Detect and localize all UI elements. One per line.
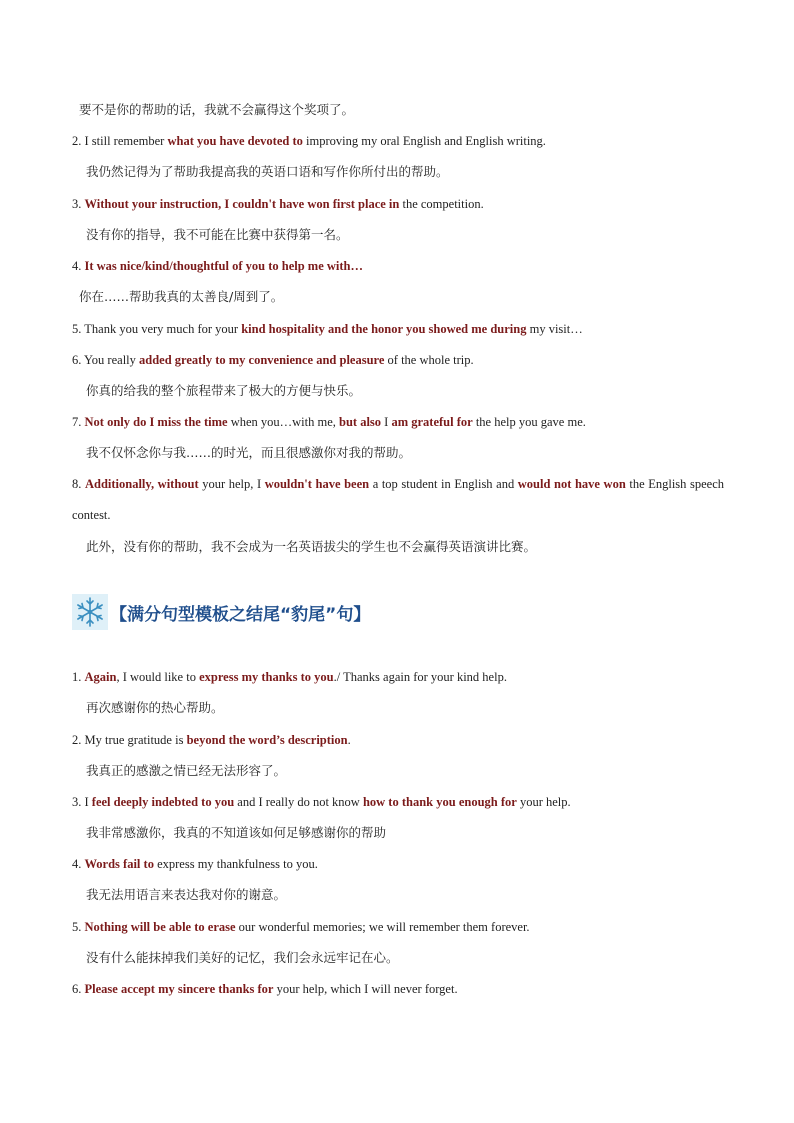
item-number: 2. [72,134,82,148]
item-number: 1. [72,670,82,684]
translation-2-4: 我无法用语言来表达我对你的谢意。 [86,887,287,902]
section-heading [72,592,370,632]
key-phrase: Not only do I miss the time [84,415,228,429]
sentence-text: a top student in English and [369,477,518,491]
key-phrase: but also [339,415,382,429]
item-number: 2. [72,733,82,747]
sentence-1-2 [72,133,724,149]
key-phrase: Additionally, without [84,477,199,491]
sentence-text: Thank you very much for your [81,322,242,336]
sentence-text: the competition. [399,197,484,211]
key-phrase: Nothing will be able to erase [84,920,236,934]
key-phrase: Again [84,670,117,684]
sentence-text: My true gratitude is [81,733,187,747]
translation-2-1: 再次感谢你的热心帮助。 [86,700,224,715]
sentence-text: express my thankfulness to you. [153,857,318,871]
sentence-1-3 [72,196,724,212]
sentence-text: your help, which I will never forget. [273,982,458,996]
key-phrase: express my thanks to you [199,670,334,684]
key-phrase: Please accept my sincere thanks for [84,982,274,996]
translation-1-6: 你真的给我的整个旅程带来了极大的方便与快乐。 [86,383,362,398]
item-number: 5. [72,920,82,934]
translation-2-3: 我非常感激你，我真的不知道该如何足够感谢你的帮助 [86,825,387,840]
sentence-2-3 [72,794,724,810]
translation-2-5: 没有什么能抹掉我们美好的记忆，我们会永远牢记在心。 [86,950,399,965]
item-number: 6. [72,982,82,996]
item-number: 4. [72,857,82,871]
key-phrase: would not have won [517,477,626,491]
item-number: 4. [72,259,82,273]
sentence-1-4 [72,258,724,274]
translation-1-4: 你在……帮助我真的太善良/周到了。 [79,289,284,304]
key-phrase: what you have devoted to [167,134,303,148]
snowflake-icon [72,594,108,630]
sentence-text: improving my oral English and English writing. [302,134,546,148]
sentence-2-4 [72,856,724,872]
translation-2-2: 我真正的感激之情已经无法形容了。 [86,763,287,778]
item-number: 5. [72,322,82,336]
sentence-text: your help, I [198,477,265,491]
sentence-text: You really [81,353,140,367]
item-number: 7. [72,415,82,429]
sentence-2-2 [72,732,724,748]
sentence-1-6 [72,352,724,368]
sentence-text: of the whole trip. [384,353,474,367]
key-phrase: It was nice/kind/thoughtful of you to help me with… [84,259,364,273]
sentence-1-8 [72,469,724,531]
sentence-text: your help. [516,795,571,809]
sentence-text: I still remember [81,134,168,148]
translation-1-2: 我仍然记得为了帮助我提高我的英语口语和写作你所付出的帮助。 [86,164,449,179]
sentence-text: when you…with me, [227,415,340,429]
sentence-text: my visit… [526,322,583,336]
sentence-2-5 [72,919,724,935]
sentence-2-1 [72,669,724,685]
sentence-text: , I would like to [116,670,200,684]
sentence-1-5 [72,321,724,337]
key-phrase: added greatly to my convenience and pleasure [139,353,385,367]
key-phrase: beyond the word’s description [186,733,348,747]
translation-1-3: 没有你的指导，我不可能在比赛中获得第一名。 [86,227,349,242]
key-phrase: am grateful for [391,415,473,429]
sentence-text: our wonderful memories; we will remember them forever. [235,920,530,934]
sentence-text: and I really do not know [234,795,363,809]
key-phrase: wouldn't have been [264,477,370,491]
key-phrase: feel deeply indebted to you [91,795,235,809]
sentence-2-6 [72,981,724,997]
translation-1-8: 此外，没有你的帮助，我不会成为一名英语拔尖的学生也不会赢得英语演讲比赛。 [86,539,537,554]
sentence-text: I [81,795,92,809]
item-number: 3. [72,197,82,211]
item-number: 3. [72,795,82,809]
sentence-text: I [381,415,392,429]
intro-translation: 要不是你的帮助的话，我就不会赢得这个奖项了。 [79,102,355,117]
translation-1-7: 我不仅怀念你与我……的时光，而且很感激你对我的帮助。 [86,445,412,460]
key-phrase: Without your instruction, I couldn't have won first place in [84,197,400,211]
key-phrase: kind hospitality and the honor you showed me during [241,322,527,336]
key-phrase: how to thank you enough for [362,795,517,809]
sentence-text: ./ Thanks again for your kind help. [333,670,507,684]
sentence-text: . [347,733,351,747]
section-title: 【满分句型模板之结尾“豹尾”句】 [110,604,371,625]
sentence-1-7 [72,414,724,430]
item-number: 8. [72,477,82,491]
key-phrase: Words fail to [84,857,154,871]
item-number: 6. [72,353,82,367]
sentence-text: the help you gave me. [472,415,586,429]
sentence-text: the English speech contest. [72,477,724,522]
